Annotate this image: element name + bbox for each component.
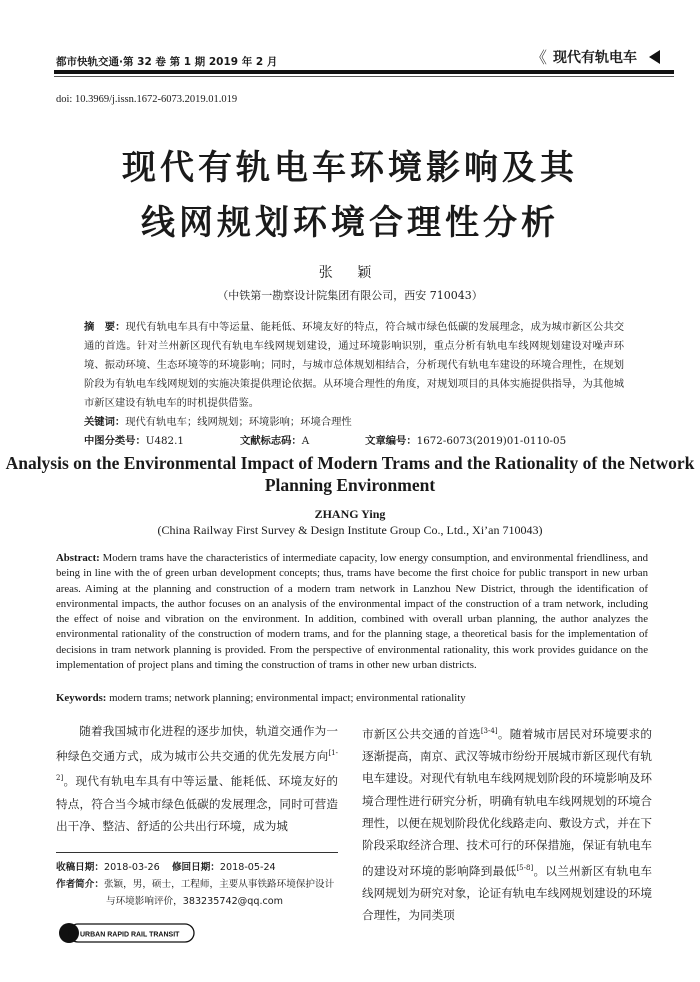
cn-abstract [84, 318, 624, 413]
body-text: 。现代有轨电车具有中等运量、能耗低、环境友好的特点，符合当今城市绿色低碳的发展理念，同时可营造出干净、整洁、舒适的公共出行环境，成为城 [56, 774, 338, 833]
cn-abstract-text: 现代有轨电车具有中等运量、能耗低、环境友好的特点，符合城市绿色低碳的发展理念，成为城市新区公共交通的首选。针对兰州新区现代有轨电车线网规划建设，通过环境影响识别，重点分析有轨电车线网规划建设对噪声环境、振动环境、生态环境等的环境影响；同时，与城市总体规划相结合，分析现代有轨电车建设的环境合理性，在规划阶段为有轨电车线网规划的实施决策提供理论依据。从环境合理性的角度，对规划项目的具体实施提供指导，为其他城市新区建设有轨电车的时机提供借鉴。 [84, 321, 624, 409]
bio-label: 作者简介： [56, 879, 104, 890]
cn-author: 张 颖 [318, 265, 382, 281]
cn-title-line2: 线网规划环境合理性分析 [141, 203, 559, 243]
body-right-column [362, 720, 652, 926]
footnote-rule [56, 852, 338, 853]
doi: doi: 10.3969/j.issn.1672-6073.2019.01.019 [56, 94, 238, 105]
cn-affiliation: （中铁第一勘察设计院集团有限公司，西安 710043） [217, 289, 483, 302]
clc-value: U482.1 [145, 435, 184, 447]
en-abstract [56, 551, 648, 673]
body-text: 。以兰州新区有轨电车线网规划为研究对象，论证有轨电车线网规划建设的环境合理性，为同类项 [362, 863, 652, 923]
en-title: Analysis on the Environmental Impact of Modern Trams and the Rationality of the Network Planning Environment [5, 453, 695, 495]
footnote-dates [56, 859, 346, 873]
en-abstract-label: Abstract: [56, 552, 100, 564]
clc-label: 中图分类号： [84, 435, 146, 447]
citation: [1-2] [56, 749, 338, 783]
section-title: 现代有轨电车 [553, 49, 637, 66]
cn-classification [84, 432, 644, 447]
header-rule [54, 70, 674, 74]
journal-issue-info: 都市快轨交通·第 32 卷 第 1 期 2019 年 2 月 [56, 56, 278, 68]
bio-text: 张颖，男，硕士，工程师，主要从事铁路环境保护设计 [103, 879, 335, 890]
cn-title-line1: 现代有轨电车环境影响及其 [122, 148, 578, 188]
body-text: 随着我国城市化进程的逐步加快，轨道交通作为一种绿色交通方式，成为城市公共交通的优先发展方向 [56, 724, 338, 764]
header-rule-thin [54, 76, 674, 77]
journal-logo [58, 922, 196, 944]
doc-code-value: A [301, 435, 310, 447]
article-no-value: 1672-6073(2019)01-0110-05 [416, 435, 567, 447]
section-chevron: 《 [530, 48, 547, 67]
doc-code-label: 文献标志码： [239, 435, 302, 447]
section-header [531, 45, 660, 68]
en-keywords [56, 692, 648, 704]
cn-abstract-label: 摘 要： [84, 321, 126, 333]
citation: [5-8] [516, 863, 534, 872]
received-date: 2018-03-26 [103, 862, 160, 873]
citation: [3-4] [480, 727, 498, 735]
en-affiliation: (China Railway First Survey & Design Institute Group Co., Ltd., Xi’an 710043) [157, 523, 543, 537]
footnote-bio-cont: 与环境影响评价，383235742@qq.com [106, 896, 283, 907]
en-keywords-text: modern trams; network planning; environmental impact; environmental rationality [109, 692, 466, 704]
footnote-bio [56, 876, 346, 890]
revised-date: 2018-05-24 [219, 862, 276, 873]
received-label: 收稿日期： [56, 862, 104, 873]
body-text: 。随着城市居民对环境要求的逐渐提高，南京、武汉等城市纷纷开展城市新区现代有轨电车建设。对现代有轨电车线网规划阶段的环境影响及环境合理性进行研究分析，明确有轨电车线网规划的环境合理性，以便在规划阶段优化线路走向、敷设方式，并在下阶段采取经济合理、技术可行的环保措施，保证有轨电车的建设对环境的影响降到最低 [362, 726, 652, 878]
cn-keywords [84, 413, 352, 428]
cn-keywords-text: 现代有轨电车；线网规划；环境影响；环境合理性 [125, 416, 352, 428]
en-keywords-label: Keywords: [56, 692, 107, 704]
body-left-column [56, 720, 338, 837]
article-no-label: 文章编号： [365, 435, 417, 447]
cn-keywords-label: 关键词： [84, 416, 126, 428]
revised-label: 修回日期： [171, 862, 220, 873]
logo-text: URBAN RAPID RAIL TRANSIT [80, 931, 180, 939]
body-text: 市新区公共交通的首选 [362, 726, 481, 741]
en-abstract-text: Modern trams have the characteristics of intermediate capacity, low energy consumption, and environmental friendliness, and being in line with the of green urban development concepts; thus, trams have become the first choice for public transport in new urban areas. Aiming at the planning and construction of a modern tram network in Lanzhou New District, through the identification of environmental impacts, the author focuses on an analysis of the environmental impact of the construction of a tram network, including the effect of noise and vibration on the environment. In addition, combined with overall urban planning, the author analyzes the environmental rationality of the construction of modern trams, and for the planning stage, a theoretical basis for the implementation of decisions in tram network planning is provided. From the perspective of environmental rationality, this work provides guidance on the implementation of project plans and timing the construction of trams in other new urban districts. [56, 552, 648, 672]
triangle-left-icon [649, 50, 660, 64]
en-author: ZHANG Ying [314, 507, 386, 521]
